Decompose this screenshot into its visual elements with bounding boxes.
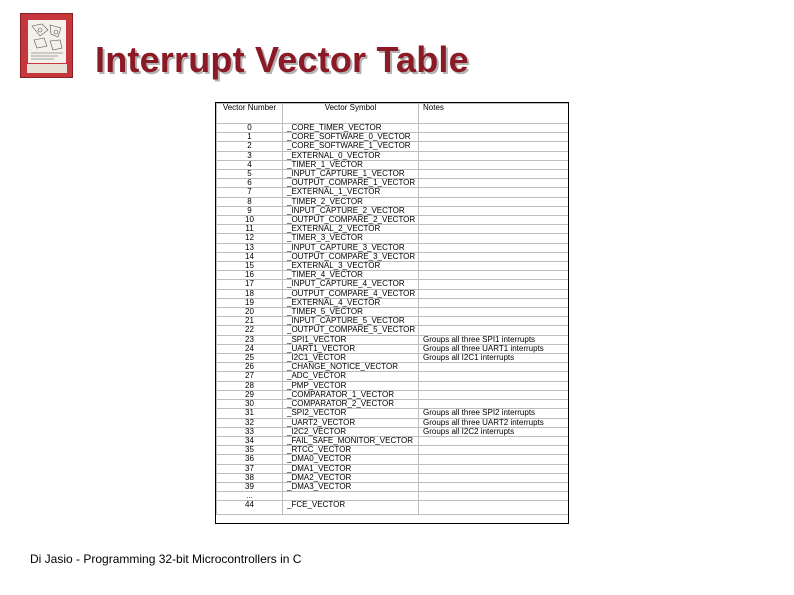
table-row [217,280,569,289]
vector-symbol-cell [283,492,419,501]
table-row [217,381,569,390]
vector-number-cell: 38 [217,473,283,482]
notes-cell [419,298,569,307]
vector-number-cell: 29 [217,390,283,399]
table-row [217,234,569,243]
notes-cell: Groups all three SPI1 interrupts [419,335,569,344]
notes-cell [419,262,569,271]
notes-cell [419,234,569,243]
vector-number-cell: 44 [217,501,283,515]
vector-symbol-cell: _INPUT_CAPTURE_4_VECTOR [283,280,419,289]
table-row [217,170,569,179]
vector-number-cell: 17 [217,280,283,289]
vector-number-cell: 18 [217,289,283,298]
notes-cell [419,271,569,280]
notes-cell [419,482,569,491]
vector-number-cell: 32 [217,418,283,427]
page-title: Interrupt Vector Table [95,39,469,80]
vector-number-cell: 37 [217,464,283,473]
vector-number-cell: 23 [217,335,283,344]
vector-symbol-cell: _CHANGE_NOTICE_VECTOR [283,363,419,372]
vector-symbol-cell: _I2C2_VECTOR [283,427,419,436]
footer-citation: Di Jasio - Programming 32-bit Microcontrollers in C [30,552,302,566]
notes-cell [419,381,569,390]
vector-number-cell: 6 [217,179,283,188]
table-row [217,308,569,317]
vector-symbol-cell: _PMP_VECTOR [283,381,419,390]
vector-number-cell: 25 [217,354,283,363]
notes-cell [419,400,569,409]
table-row [217,197,569,206]
vector-number-cell: 12 [217,234,283,243]
vector-number-cell: 35 [217,446,283,455]
notes-cell [419,243,569,252]
table-row [217,225,569,234]
vector-number-cell: 15 [217,262,283,271]
vector-number-cell: 21 [217,317,283,326]
vector-symbol-cell: _UART1_VECTOR [283,344,419,353]
vector-number-cell: 24 [217,344,283,353]
vector-number-cell: 16 [217,271,283,280]
notes-cell [419,280,569,289]
vector-number-cell: 22 [217,326,283,335]
table-row [217,427,569,436]
table-row [217,160,569,169]
vector-symbol-cell: _EXTERNAL_3_VECTOR [283,262,419,271]
table-row [217,390,569,399]
table-row [217,151,569,160]
vector-symbol-cell: _SPI2_VECTOR [283,409,419,418]
vector-symbol-cell: _INPUT_CAPTURE_2_VECTOR [283,206,419,215]
notes-cell [419,124,569,133]
vector-number-cell: 13 [217,243,283,252]
table-row [217,317,569,326]
notes-cell [419,160,569,169]
vector-number-cell: 20 [217,308,283,317]
table-row [217,409,569,418]
header-vector-number: Vector Number [217,104,283,124]
vector-symbol-cell: _EXTERNAL_1_VECTOR [283,188,419,197]
vector-number-cell: 11 [217,225,283,234]
table-header-row [217,104,569,124]
vector-symbol-cell: _OUTPUT_COMPARE_5_VECTOR [283,326,419,335]
vector-number-cell: 7 [217,188,283,197]
table-row [217,455,569,464]
vector-number-cell: 1 [217,133,283,142]
circuit-sketch-icon [28,20,66,63]
vector-symbol-cell: _COMPARATOR_2_VECTOR [283,400,419,409]
table-row [217,446,569,455]
header-notes: Notes [419,104,569,124]
table-row [217,179,569,188]
table-row [217,142,569,151]
vector-number-cell: 0 [217,124,283,133]
vector-number-cell: 34 [217,436,283,445]
table-row [217,482,569,491]
table-row [217,124,569,133]
table-row [217,206,569,215]
vector-symbol-cell: _TIMER_3_VECTOR [283,234,419,243]
vector-number-cell: 10 [217,216,283,225]
vector-symbol-cell: _DMA2_VECTOR [283,473,419,482]
notes-cell [419,492,569,501]
notes-cell [419,289,569,298]
vector-symbol-cell: _INPUT_CAPTURE_5_VECTOR [283,317,419,326]
notes-cell [419,455,569,464]
notes-cell [419,170,569,179]
vector-number-cell: 26 [217,363,283,372]
notes-cell [419,252,569,261]
notes-cell: Groups all three UART2 interrupts [419,418,569,427]
table-row [217,133,569,142]
vector-symbol-cell: _OUTPUT_COMPARE_2_VECTOR [283,216,419,225]
vector-symbol-cell: _RTCC_VECTOR [283,446,419,455]
vector-symbol-cell: _DMA0_VECTOR [283,455,419,464]
table-row [217,354,569,363]
table-row [217,501,569,515]
vector-symbol-cell: _FCE_VECTOR [283,501,419,515]
table-row [217,188,569,197]
vector-symbol-cell: _EXTERNAL_0_VECTOR [283,151,419,160]
table-row [217,372,569,381]
table-row [217,418,569,427]
notes-cell [419,206,569,215]
notes-cell [419,501,569,515]
cover-band [27,64,67,73]
notes-cell [419,188,569,197]
vector-number-cell: ... [217,492,283,501]
notes-cell [419,142,569,151]
vector-number-cell: 30 [217,400,283,409]
table-row [217,262,569,271]
vector-number-cell: 27 [217,372,283,381]
table-row [217,464,569,473]
vector-symbol-cell: _INPUT_CAPTURE_1_VECTOR [283,170,419,179]
table-row [217,492,569,501]
vector-symbol-cell: _EXTERNAL_2_VECTOR [283,225,419,234]
vector-symbol-cell: _FAIL_SAFE_MONITOR_VECTOR [283,436,419,445]
vector-number-cell: 31 [217,409,283,418]
notes-cell: Groups all three SPI2 interrupts [419,409,569,418]
vector-number-cell: 28 [217,381,283,390]
table-row [217,335,569,344]
table-row [217,252,569,261]
vector-symbol-cell: _CORE_SOFTWARE_0_VECTOR [283,133,419,142]
notes-cell [419,473,569,482]
vector-symbol-cell: _OUTPUT_COMPARE_3_VECTOR [283,252,419,261]
table-row [217,473,569,482]
notes-cell [419,372,569,381]
vector-symbol-cell: _INPUT_CAPTURE_3_VECTOR [283,243,419,252]
table-row [217,400,569,409]
notes-cell [419,133,569,142]
vector-symbol-cell: _TIMER_5_VECTOR [283,308,419,317]
vector-number-cell: 2 [217,142,283,151]
vector-number-cell: 5 [217,170,283,179]
vector-symbol-cell: _EXTERNAL_4_VECTOR [283,298,419,307]
notes-cell [419,464,569,473]
vector-symbol-cell: _TIMER_1_VECTOR [283,160,419,169]
notes-cell [419,363,569,372]
vector-symbol-cell: _CORE_TIMER_VECTOR [283,124,419,133]
vector-symbol-cell: _UART2_VECTOR [283,418,419,427]
vector-number-cell: 19 [217,298,283,307]
vector-table [215,102,569,524]
book-cover-thumbnail [20,13,73,78]
table-row [217,363,569,372]
cover-illustration [28,20,66,63]
notes-cell [419,326,569,335]
table-row [217,436,569,445]
notes-cell [419,308,569,317]
vector-symbol-cell: _OUTPUT_COMPARE_1_VECTOR [283,179,419,188]
vector-number-cell: 33 [217,427,283,436]
vector-number-cell: 4 [217,160,283,169]
notes-cell [419,446,569,455]
notes-cell [419,216,569,225]
vector-number-cell: 8 [217,197,283,206]
vector-symbol-cell: _DMA3_VECTOR [283,482,419,491]
table-row [217,243,569,252]
notes-cell [419,197,569,206]
vector-number-cell: 3 [217,151,283,160]
vector-symbol-cell: _I2C1_VECTOR [283,354,419,363]
table-row [217,289,569,298]
vector-symbol-cell: _OUTPUT_COMPARE_4_VECTOR [283,289,419,298]
vector-symbol-cell: _TIMER_4_VECTOR [283,271,419,280]
table-row [217,298,569,307]
vector-number-cell: 39 [217,482,283,491]
vector-symbol-cell: _CORE_SOFTWARE_1_VECTOR [283,142,419,151]
table-row [217,344,569,353]
notes-cell: Groups all I2C1 interrupts [419,354,569,363]
vector-symbol-cell: _TIMER_2_VECTOR [283,197,419,206]
vector-symbol-cell: _SPI1_VECTOR [283,335,419,344]
notes-cell: Groups all three UART1 interrupts [419,344,569,353]
vector-number-cell: 9 [217,206,283,215]
table-row [217,271,569,280]
table-row [217,326,569,335]
notes-cell [419,225,569,234]
notes-cell [419,390,569,399]
notes-cell [419,317,569,326]
notes-cell [419,179,569,188]
vector-symbol-cell: _ADC_VECTOR [283,372,419,381]
vector-number-cell: 36 [217,455,283,464]
vector-symbol-cell: _DMA1_VECTOR [283,464,419,473]
notes-cell [419,151,569,160]
notes-cell: Groups all I2C2 interrupts [419,427,569,436]
notes-cell [419,436,569,445]
vector-number-cell: 14 [217,252,283,261]
header-vector-symbol: Vector Symbol [283,104,419,124]
vector-symbol-cell: _COMPARATOR_1_VECTOR [283,390,419,399]
table-row [217,216,569,225]
